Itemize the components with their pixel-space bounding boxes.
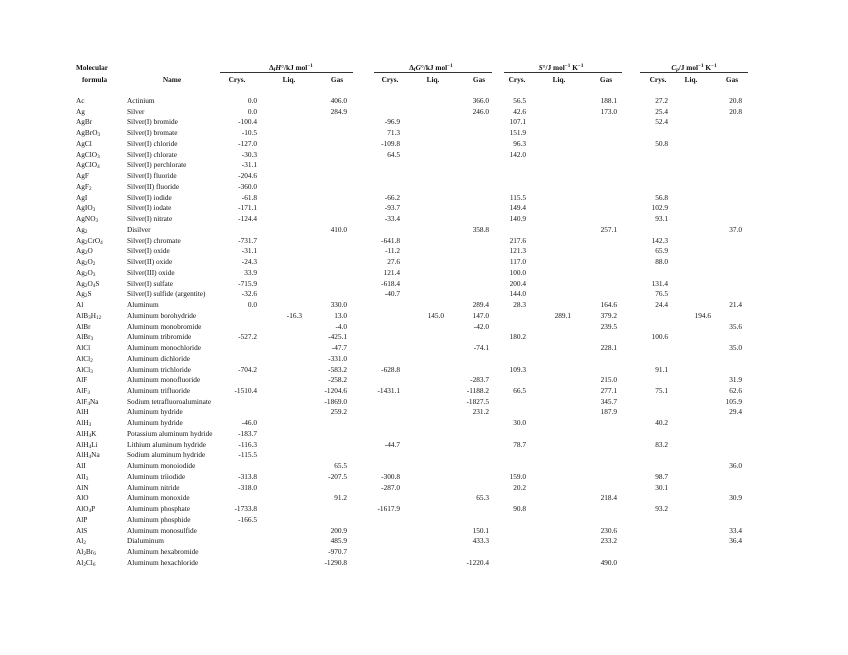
value-cell: -283.7 [470, 375, 489, 385]
value-cell: -300.8 [381, 471, 400, 481]
formula-cell: $Al_2$ [76, 536, 86, 547]
value-cell: -628.8 [381, 364, 400, 374]
value-cell: 50.8 [655, 138, 668, 148]
value-cell: 21.4 [729, 300, 742, 310]
value-cell: 96.3 [513, 138, 526, 148]
formula-cell: Ac [76, 96, 85, 105]
value-cell: -42.0 [473, 321, 489, 331]
value-cell: 246.0 [472, 106, 489, 116]
name-cell: Silver(II) oxide [127, 257, 173, 267]
value-cell: -1510.4 [234, 385, 257, 395]
formula-cell: $Ag_2CrO_4$ [76, 235, 103, 246]
value-cell: 56.8 [655, 192, 668, 202]
subheader-liq: Liq. [282, 75, 296, 84]
value-cell: 83.2 [655, 439, 668, 449]
heat-capacity-group-header: $C_p/J$ mol$^{-1}$ $K^{-1}$ [671, 63, 717, 73]
value-cell: -641.8 [381, 235, 400, 245]
formula-cell: $Ag_2S$ [76, 289, 92, 300]
value-cell: 98.7 [655, 471, 668, 481]
value-cell: 140.9 [509, 214, 526, 224]
enthalpy-group-header: $\Delta_fH^\circ/kJ$ mol$^{-1}$ [269, 63, 313, 73]
value-cell: 76.5 [655, 289, 668, 299]
value-cell: 259.2 [330, 407, 347, 417]
formula-cell: AlS [76, 525, 88, 535]
formula-cell: AlO [76, 493, 89, 503]
entropy-group-header: S°/J mol$^{-1}$ $K^{-1}$ [538, 63, 584, 72]
name-cell: Silver(I) sulfate [127, 278, 173, 288]
value-cell: 233.2 [600, 536, 617, 546]
value-cell: 490.0 [600, 557, 617, 567]
formula-cell: AlF$_3$ [76, 385, 90, 396]
name-cell: Potassium aluminum hydride [127, 428, 213, 438]
value-cell: 93.1 [655, 214, 668, 224]
value-cell: 109.3 [509, 364, 526, 374]
value-cell: -1733.8 [234, 504, 257, 514]
value-cell: -115.5 [238, 450, 257, 460]
value-cell: -731.7 [238, 235, 257, 245]
value-cell: 33.4 [729, 525, 742, 535]
value-cell: -66.2 [384, 192, 400, 202]
name-cell: Aluminum monochloride [127, 343, 201, 353]
subheader-gas: Gas [599, 75, 613, 84]
value-cell: 91.1 [655, 364, 668, 374]
subheader-crys: Crys. [228, 75, 246, 84]
subheader-crys: Crys. [508, 75, 526, 84]
name-cell: Sodium tetrafluoroaluminate [127, 396, 212, 406]
name-cell: Silver(I) nitrate [127, 214, 173, 224]
value-cell: 100.6 [651, 332, 668, 342]
value-cell: -32.6 [241, 289, 257, 299]
value-cell: 100.0 [509, 267, 526, 277]
formula-cell: $Al_2Cl_6$ [76, 557, 96, 568]
name-cell: Dialuminum [127, 536, 164, 546]
value-cell: 284.9 [330, 106, 347, 116]
value-cell: -31.1 [241, 160, 257, 170]
value-cell: 0.0 [247, 300, 257, 310]
formula-cell: AlH$_3$ [76, 418, 92, 429]
name-cell: Silver(I) perchlorate [127, 160, 187, 170]
subheader-crys: Crys. [649, 75, 667, 84]
name-cell: Aluminum tribromide [127, 332, 192, 342]
value-cell: 147.0 [472, 310, 489, 320]
value-cell: 105.9 [725, 396, 742, 406]
value-cell: 228.1 [600, 343, 617, 353]
formula-cell: AgClO$_3$ [76, 149, 100, 160]
value-cell: 25.4 [655, 106, 668, 116]
value-cell: -127.0 [238, 138, 257, 148]
value-cell: -61.8 [241, 192, 257, 202]
value-cell: 36.0 [729, 461, 742, 471]
formula-cell: AlO$_4$P [76, 504, 96, 515]
formula-cell: AlH [76, 407, 89, 417]
value-cell: -24.3 [241, 257, 257, 267]
value-cell: 121.3 [509, 246, 526, 256]
value-cell: 289.4 [472, 300, 489, 310]
name-cell: Aluminum monofluoride [127, 375, 201, 385]
subheader-gas: Gas [330, 75, 344, 84]
value-cell: -74.1 [473, 343, 489, 353]
value-cell: 40.2 [655, 418, 668, 428]
value-cell: 142.0 [509, 149, 526, 159]
value-cell: 29.4 [729, 407, 742, 417]
value-cell: -258.2 [328, 375, 347, 385]
subheader-gas: Gas [472, 75, 486, 84]
value-cell: -116.3 [238, 439, 257, 449]
value-cell: -47.7 [331, 343, 347, 353]
value-cell: 66.5 [513, 385, 526, 395]
subheader-crys: Crys. [381, 75, 399, 84]
formula-cell: AlF [76, 375, 88, 385]
formula-cell: Ag [76, 106, 85, 116]
value-cell: 27.2 [655, 96, 668, 105]
formula-cell: AlI$_3$ [76, 471, 89, 482]
heat-capacity-group-rule [640, 72, 748, 73]
value-cell: -46.0 [241, 418, 257, 428]
subheader-gas: Gas [725, 75, 739, 84]
enthalpy-group-rule [220, 72, 353, 73]
value-cell: 215.0 [600, 375, 617, 385]
name-cell: Aluminum hexachloride [127, 557, 199, 567]
name-cell: Aluminum trifluoride [127, 385, 191, 395]
value-cell: -11.2 [385, 246, 400, 256]
name-cell: Aluminum triiodide [127, 471, 186, 481]
value-cell: 31.9 [729, 375, 742, 385]
formula-cell: $Ag_2$ [76, 224, 88, 235]
formula-cell: AlH$_4$Na [76, 450, 100, 461]
value-cell: -715.9 [238, 278, 257, 288]
value-cell: -30.3 [241, 149, 257, 159]
value-cell: 65.5 [334, 461, 347, 471]
name-cell: Silver(I) oxide [127, 246, 170, 256]
value-cell: 121.4 [383, 267, 400, 277]
name-cell: Silver [127, 106, 145, 116]
value-cell: 187.9 [600, 407, 617, 417]
name-cell: Lithium aluminum hydride [127, 439, 207, 449]
value-cell: 90.8 [513, 504, 526, 514]
formula-cell: AlI [76, 461, 86, 471]
value-cell: 277.1 [600, 385, 617, 395]
value-cell: -1827.5 [466, 396, 489, 406]
value-cell: 142.3 [651, 235, 668, 245]
formula-cell: AgBrO$_3$ [76, 128, 101, 139]
value-cell: 71.3 [387, 128, 400, 138]
value-cell: -1188.2 [466, 385, 489, 395]
value-cell: -44.7 [384, 439, 400, 449]
value-cell: 42.6 [513, 106, 526, 116]
value-cell: 131.4 [651, 278, 668, 288]
value-cell: -183.7 [238, 428, 257, 438]
formula-cell: AgF$_2$ [76, 181, 92, 192]
value-cell: 217.6 [509, 235, 526, 245]
value-cell: 239.5 [600, 321, 617, 331]
value-cell: 64.5 [387, 149, 400, 159]
gibbs-group-rule [374, 72, 492, 73]
formula-cell: AlCl [76, 343, 91, 353]
value-cell: -1617.9 [377, 504, 400, 514]
value-cell: 20.8 [729, 96, 742, 105]
value-cell: 150.1 [472, 525, 489, 535]
formula-cell: AgCl [76, 138, 92, 148]
name-cell: Silver(I) sulfide (argentite) [127, 289, 206, 299]
value-cell: 30.1 [655, 482, 668, 492]
formula-cell: AlF$_4$Na [76, 396, 99, 407]
value-cell: 30.9 [729, 493, 742, 503]
name-cell: Aluminum monoxide [127, 493, 190, 503]
formula-cell: $Al_2Br_6$ [76, 547, 96, 558]
value-cell: -31.1 [241, 246, 257, 256]
value-cell: 91.2 [334, 493, 347, 503]
value-cell: 151.9 [509, 128, 526, 138]
name-cell: Actinium [127, 96, 155, 105]
value-cell: 35.0 [729, 343, 742, 353]
value-cell: 231.2 [472, 407, 489, 417]
formula-cell: AlCl$_2$ [76, 353, 93, 364]
value-cell: -1290.8 [324, 557, 347, 567]
value-cell: -166.5 [238, 514, 257, 524]
value-cell: 37.0 [729, 224, 742, 234]
value-cell: -704.2 [238, 364, 257, 374]
value-cell: 144.0 [509, 289, 526, 299]
formula-cell: AgBr [76, 117, 93, 127]
value-cell: -124.4 [238, 214, 257, 224]
value-cell: 330.0 [330, 300, 347, 310]
formula-cell: AgIO$_3$ [76, 203, 96, 214]
molecular-formula-header-line2: formula [82, 75, 108, 84]
value-cell: 88.0 [655, 257, 668, 267]
name-cell: Aluminum phosphide [127, 514, 191, 524]
value-cell: 345.7 [600, 396, 617, 406]
name-header: Name [162, 75, 182, 84]
value-cell: 117.0 [509, 257, 526, 267]
gibbs-group-header: $\Delta_fG^\circ/kJ$ mol$^{-1}$ [409, 63, 453, 73]
name-cell: Aluminum hexabromide [127, 547, 199, 557]
name-cell: Disilver [127, 224, 151, 234]
name-cell: Silver(I) chloride [127, 138, 178, 148]
value-cell: -93.7 [384, 203, 400, 213]
name-cell: Silver(I) iodide [127, 192, 172, 202]
formula-cell: $Ag_2O_3$ [76, 267, 96, 278]
value-cell: 107.1 [509, 117, 526, 127]
value-cell: 78.7 [513, 439, 526, 449]
value-cell: 20.8 [729, 106, 742, 116]
value-cell: 20.2 [513, 482, 526, 492]
name-cell: Aluminum nitride [127, 482, 180, 492]
value-cell: 180.2 [509, 332, 526, 342]
name-cell: Aluminum monoiodide [127, 461, 196, 471]
formula-cell: AgClO$_4$ [76, 160, 100, 171]
value-cell: 149.4 [509, 203, 526, 213]
formula-cell: $Ag_2O_2$ [76, 257, 96, 268]
name-cell: Silver(I) bromide [127, 117, 178, 127]
value-cell: -1204.6 [324, 385, 347, 395]
subheader-liq: Liq. [426, 75, 440, 84]
value-cell: -318.0 [238, 482, 257, 492]
formula-cell: AgI [76, 192, 88, 202]
name-cell: Silver(I) iodate [127, 203, 172, 213]
value-cell: 115.5 [509, 192, 526, 202]
name-cell: Aluminum hydride [127, 407, 183, 417]
value-cell: 33.9 [244, 267, 257, 277]
value-cell: -331.0 [328, 353, 347, 363]
value-cell: -970.7 [328, 547, 347, 557]
formula-cell: AlH$_4$K [76, 428, 97, 439]
name-cell: Silver(I) bromate [127, 128, 178, 138]
value-cell: 30.0 [513, 418, 526, 428]
value-cell: -10.5 [241, 128, 257, 138]
subheader-liq: Liq. [552, 75, 566, 84]
name-cell: Silver(II) fluoride [127, 181, 180, 191]
value-cell: 200.4 [509, 278, 526, 288]
value-cell: -287.0 [381, 482, 400, 492]
value-cell: 65.9 [655, 246, 668, 256]
value-cell: -583.2 [328, 364, 347, 374]
formula-cell: AlN [76, 482, 89, 492]
value-cell: 194.6 [694, 310, 711, 320]
name-cell: Silver(I) chlorate [127, 149, 178, 159]
name-cell: Aluminum hydride [127, 418, 183, 428]
name-cell: Aluminum phosphate [127, 504, 191, 514]
name-cell: Silver(III) oxide [127, 267, 175, 277]
subheader-liq: Liq. [684, 75, 698, 84]
value-cell: -4.0 [335, 321, 347, 331]
value-cell: 62.6 [729, 385, 742, 395]
value-cell: 36.4 [729, 536, 742, 546]
entropy-group-rule [504, 72, 622, 73]
value-cell: -527.2 [238, 332, 257, 342]
name-cell: Aluminum monobromide [127, 321, 202, 331]
value-cell: 35.6 [729, 321, 742, 331]
value-cell: 358.8 [472, 224, 489, 234]
value-cell: 188.1 [600, 96, 617, 105]
value-cell: -313.8 [238, 471, 257, 481]
value-cell: 52.4 [655, 117, 668, 127]
value-cell: -40.7 [384, 289, 400, 299]
formula-cell: AlCl$_3$ [76, 364, 93, 375]
value-cell: 24.4 [655, 300, 668, 310]
value-cell: -171.1 [238, 203, 257, 213]
value-cell: -425.1 [328, 332, 347, 342]
value-cell: 366.0 [472, 96, 489, 105]
value-cell: 230.6 [600, 525, 617, 535]
value-cell: -1431.1 [377, 385, 400, 395]
value-cell: 65.3 [476, 493, 489, 503]
value-cell: 406.0 [330, 96, 347, 105]
value-cell: 289.1 [554, 310, 571, 320]
value-cell: 164.6 [600, 300, 617, 310]
formula-cell: AlBr [76, 321, 91, 331]
value-cell: -207.5 [328, 471, 347, 481]
formula-cell: $AlB_3H_{12}$ [76, 310, 102, 321]
name-cell: Aluminum [127, 300, 159, 310]
value-cell: -1220.4 [466, 557, 489, 567]
value-cell: -16.3 [286, 310, 302, 320]
value-cell: 410.0 [330, 224, 347, 234]
name-cell: Silver(I) chromate [127, 235, 181, 245]
value-cell: 102.9 [651, 203, 668, 213]
formula-cell: AgNO$_3$ [76, 214, 99, 225]
name-cell: Aluminum monosulfide [127, 525, 197, 535]
name-cell: Aluminum trichloride [127, 364, 191, 374]
formula-cell: AlP [76, 514, 88, 524]
value-cell: -204.6 [238, 171, 257, 181]
molecular-formula-header: Molecular [76, 63, 109, 72]
value-cell: 433.3 [472, 536, 489, 546]
name-cell: Silver(I) fluoride [127, 171, 177, 181]
value-cell: 0.0 [247, 106, 257, 116]
value-cell: 0.0 [247, 96, 257, 105]
value-cell: 13.0 [334, 310, 347, 320]
formula-cell: AlBr$_3$ [76, 332, 94, 343]
value-cell: 93.2 [655, 504, 668, 514]
formula-cell: Al [76, 300, 84, 310]
formula-cell: AlH$_4$Li [76, 439, 98, 450]
value-cell: -109.8 [381, 138, 400, 148]
name-cell: Sodium aluminum hydride [127, 450, 206, 460]
name-cell: Aluminum borohydride [127, 310, 197, 320]
value-cell: -33.4 [384, 214, 400, 224]
value-cell: 75.1 [655, 385, 668, 395]
value-cell: -1869.0 [324, 396, 347, 406]
value-cell: -96.9 [384, 117, 400, 127]
formula-cell: AgF [76, 171, 89, 181]
value-cell: 28.3 [513, 300, 526, 310]
value-cell: -618.4 [381, 278, 400, 288]
value-cell: 200.9 [330, 525, 347, 535]
value-cell: 218.4 [600, 493, 617, 503]
value-cell: 173.0 [600, 106, 617, 116]
value-cell: 485.9 [330, 536, 347, 546]
value-cell: 159.0 [509, 471, 526, 481]
value-cell: 27.6 [387, 257, 400, 267]
name-cell: Aluminum dichloride [127, 353, 191, 363]
value-cell: 56.5 [513, 96, 526, 105]
value-cell: -100.4 [238, 117, 257, 127]
value-cell: 379.2 [600, 310, 617, 320]
formula-cell: $Ag_2O$ [76, 246, 93, 257]
formula-cell: $Ag_2O_4S$ [76, 278, 100, 289]
value-cell: 145.0 [427, 310, 444, 320]
value-cell: 257.1 [600, 224, 617, 234]
value-cell: -360.0 [238, 181, 257, 191]
